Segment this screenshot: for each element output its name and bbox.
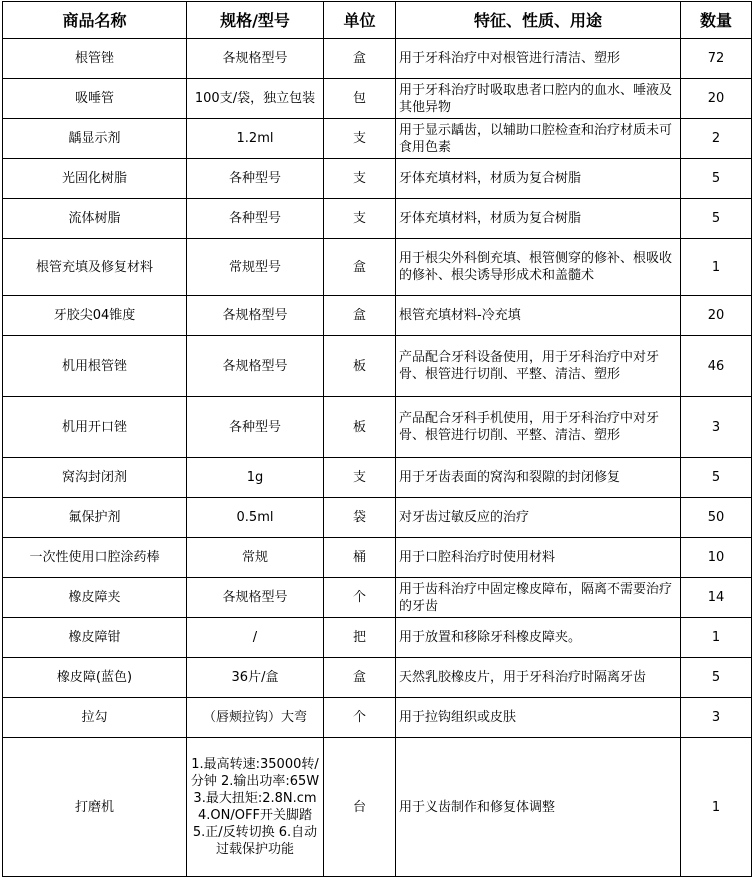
cell-name: 牙胶尖04锥度 <box>3 296 187 336</box>
cell-qty: 72 <box>681 39 752 79</box>
cell-spec: 各规格型号 <box>187 296 324 336</box>
table-row <box>3 698 752 738</box>
cell-spec: 常规型号 <box>187 239 324 296</box>
cell-spec: 1.2ml <box>187 119 324 159</box>
cell-qty: 3 <box>681 397 752 458</box>
header-unit: 单位 <box>324 2 396 39</box>
cell-qty: 1 <box>681 239 752 296</box>
cell-name: 根管锉 <box>3 39 187 79</box>
table-row <box>3 199 752 239</box>
cell-qty: 1 <box>681 618 752 658</box>
cell-spec: 各种型号 <box>187 159 324 199</box>
cell-qty: 50 <box>681 498 752 538</box>
cell-spec: 36片/盒 <box>187 658 324 698</box>
cell-unit: 支 <box>324 199 396 239</box>
cell-name: 窝沟封闭剂 <box>3 458 187 498</box>
table-row <box>3 538 752 578</box>
cell-qty: 1 <box>681 738 752 877</box>
cell-spec: 各种型号 <box>187 199 324 239</box>
product-table-container <box>2 1 752 877</box>
cell-desc: 用于牙齿表面的窝沟和裂隙的封闭修复 <box>396 458 681 498</box>
cell-spec: 常规 <box>187 538 324 578</box>
header-spec: 规格/型号 <box>187 2 324 39</box>
cell-unit: 个 <box>324 698 396 738</box>
cell-name: 机用根管锉 <box>3 336 187 397</box>
cell-qty: 46 <box>681 336 752 397</box>
table-row <box>3 239 752 296</box>
cell-desc: 天然乳胶橡皮片，用于牙科治疗时隔离牙齿 <box>396 658 681 698</box>
cell-desc: 对牙齿过敏反应的治疗 <box>396 498 681 538</box>
cell-spec: 各规格型号 <box>187 336 324 397</box>
cell-spec: 0.5ml <box>187 498 324 538</box>
header-row <box>3 2 752 39</box>
cell-desc: 用于牙科治疗中对根管进行清洁、塑形 <box>396 39 681 79</box>
cell-qty: 5 <box>681 199 752 239</box>
cell-qty: 10 <box>681 538 752 578</box>
cell-name: 龋显示剂 <box>3 119 187 159</box>
cell-spec: / <box>187 618 324 658</box>
cell-unit: 盒 <box>324 658 396 698</box>
cell-spec: （唇颊拉钩）大弯 <box>187 698 324 738</box>
cell-desc: 根管充填材料-冷充填 <box>396 296 681 336</box>
cell-name: 流体树脂 <box>3 199 187 239</box>
cell-desc: 用于牙科治疗时吸取患者口腔内的血水、唾液及其他异物 <box>396 79 681 119</box>
cell-qty: 3 <box>681 698 752 738</box>
cell-name: 打磨机 <box>3 738 187 877</box>
table-row <box>3 738 752 877</box>
table-row <box>3 79 752 119</box>
cell-name: 吸唾管 <box>3 79 187 119</box>
cell-desc: 用于口腔科治疗时使用材料 <box>396 538 681 578</box>
cell-desc: 用于齿科治疗中固定橡皮障布，隔离不需要治疗的牙齿 <box>396 578 681 618</box>
table-row <box>3 578 752 618</box>
table-row <box>3 458 752 498</box>
cell-qty: 20 <box>681 79 752 119</box>
table-row <box>3 397 752 458</box>
cell-spec: 各种型号 <box>187 397 324 458</box>
cell-desc: 牙体充填材料，材质为复合树脂 <box>396 199 681 239</box>
cell-unit: 袋 <box>324 498 396 538</box>
cell-unit: 台 <box>324 738 396 877</box>
table-row <box>3 39 752 79</box>
cell-desc: 产品配合牙科手机使用，用于牙科治疗中对牙骨、根管进行切削、平整、清洁、塑形 <box>396 397 681 458</box>
table-row <box>3 498 752 538</box>
header-desc: 特征、性质、用途 <box>396 2 681 39</box>
cell-unit: 盒 <box>324 296 396 336</box>
cell-name: 一次性使用口腔涂药棒 <box>3 538 187 578</box>
cell-qty: 20 <box>681 296 752 336</box>
table-row <box>3 159 752 199</box>
cell-name: 光固化树脂 <box>3 159 187 199</box>
cell-spec: 1.最高转速:35000转/分钟 2.输出功率:65W 3.最大扭矩:2.8N.cm 4.ON/OFF开关脚踏 5.正/反转切换 6.自动过载保护功能 <box>187 738 324 877</box>
product-table <box>2 1 752 877</box>
cell-desc: 用于根尖外科倒充填、根管侧穿的修补、根吸收的修补、根尖诱导形成术和盖髓术 <box>396 239 681 296</box>
header-qty: 数量 <box>681 2 752 39</box>
cell-unit: 板 <box>324 336 396 397</box>
cell-name: 橡皮障钳 <box>3 618 187 658</box>
cell-unit: 盒 <box>324 239 396 296</box>
cell-name: 根管充填及修复材料 <box>3 239 187 296</box>
cell-qty: 5 <box>681 159 752 199</box>
cell-name: 氟保护剂 <box>3 498 187 538</box>
cell-spec: 各规格型号 <box>187 578 324 618</box>
cell-spec: 1g <box>187 458 324 498</box>
cell-spec: 100支/袋，独立包装 <box>187 79 324 119</box>
cell-unit: 支 <box>324 119 396 159</box>
table-row <box>3 296 752 336</box>
cell-unit: 桶 <box>324 538 396 578</box>
table-row <box>3 618 752 658</box>
cell-desc: 牙体充填材料，材质为复合树脂 <box>396 159 681 199</box>
cell-unit: 支 <box>324 159 396 199</box>
cell-qty: 5 <box>681 458 752 498</box>
cell-unit: 个 <box>324 578 396 618</box>
cell-unit: 支 <box>324 458 396 498</box>
cell-qty: 14 <box>681 578 752 618</box>
cell-qty: 2 <box>681 119 752 159</box>
table-row <box>3 336 752 397</box>
cell-unit: 把 <box>324 618 396 658</box>
cell-desc: 用于拉钩组织或皮肤 <box>396 698 681 738</box>
cell-unit: 包 <box>324 79 396 119</box>
cell-name: 机用开口锉 <box>3 397 187 458</box>
cell-qty: 5 <box>681 658 752 698</box>
cell-name: 橡皮障(蓝色) <box>3 658 187 698</box>
cell-name: 橡皮障夹 <box>3 578 187 618</box>
cell-spec: 各规格型号 <box>187 39 324 79</box>
cell-desc: 用于显示龋齿，以辅助口腔检查和治疗材质未可食用色素 <box>396 119 681 159</box>
cell-name: 拉勾 <box>3 698 187 738</box>
cell-desc: 产品配合牙科设备使用，用于牙科治疗中对牙骨、根管进行切削、平整、清洁、塑形 <box>396 336 681 397</box>
table-row <box>3 658 752 698</box>
cell-desc: 用于义齿制作和修复体调整 <box>396 738 681 877</box>
cell-desc: 用于放置和移除牙科橡皮障夹。 <box>396 618 681 658</box>
table-body <box>3 39 752 877</box>
table-row <box>3 119 752 159</box>
header-name: 商品名称 <box>3 2 187 39</box>
cell-unit: 板 <box>324 397 396 458</box>
cell-unit: 盒 <box>324 39 396 79</box>
